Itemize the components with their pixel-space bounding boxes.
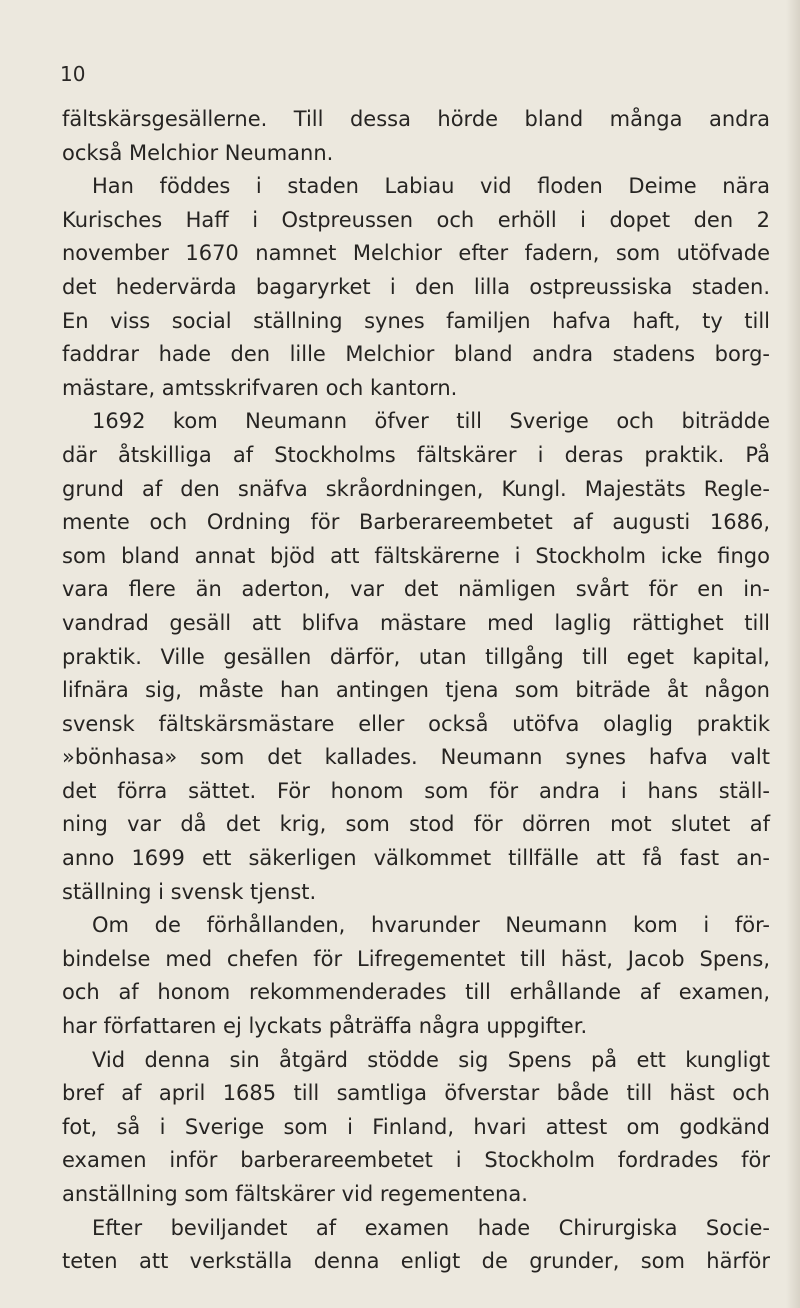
text-line: anno 1699 ett säkerligen välkommet tillfälle att få fast an- xyxy=(62,846,770,871)
text-line: det hedervärda bagaryrket i den lilla ostpreussiska staden. xyxy=(62,274,770,299)
text-line: bindelse med chefen för Lifregementet till häst, Jacob Spens, xyxy=(62,946,770,971)
text-line: ställning i svensk tjenst. xyxy=(62,879,317,904)
text-line: lifnära sig, måste han antingen tjena som biträde åt någon xyxy=(62,678,770,703)
text-line: fot, så i Sverige som i Finland, hvari attest om godkänd xyxy=(62,1114,770,1139)
text-line: Han föddes i staden Labiau vid floden Deime nära xyxy=(92,174,770,199)
text-line: anställning som fältskärer vid regementena. xyxy=(62,1182,528,1206)
text-line: som bland annat bjöd att fältskärerne i Stockholm icke fingo xyxy=(62,543,770,568)
text-line: vara flere än aderton, var det nämligen svårt för en in- xyxy=(62,577,770,602)
text-line: praktik. Ville gesällen därför, utan tillgång till eget kapital, xyxy=(62,644,770,669)
text-line: svensk fältskärsmästare eller också utöfva olaglig praktik xyxy=(62,711,770,736)
text-line: och af honom rekommenderades till erhållande af examen, xyxy=(62,980,770,1005)
text-line: vandrad gesäll att blifva mästare med laglig rättighet till xyxy=(62,610,770,635)
text-line: Efter beviljandet af examen hade Chirurgiska Socie- xyxy=(92,1215,770,1240)
text-line: Om de förhållanden, hvarunder Neumann kom i för- xyxy=(92,913,770,938)
text-line: mästare, amtsskrifvaren och kantorn. xyxy=(62,375,458,400)
text-line: 1692 kom Neumann öfver till Sverige och biträdde xyxy=(92,409,770,434)
text-line: november 1670 namnet Melchior efter fadern, som utöfvade xyxy=(62,241,770,266)
page-number: 10 xyxy=(60,62,86,86)
text-line: också Melchior Neumann. xyxy=(62,140,334,165)
page-edge-shadow xyxy=(786,0,800,1308)
text-line: En viss social ställning synes familjen hafva haft, ty till xyxy=(62,308,770,333)
text-line: bref af april 1685 till samtliga öfverstar både till häst och xyxy=(62,1081,770,1106)
text-line: där åtskilliga af Stockholms fältskärer i deras praktik. På xyxy=(62,442,770,467)
body-text xyxy=(62,103,770,1279)
text-line: faddrar hade den lille Melchior bland andra stadens borg- xyxy=(62,342,770,367)
text-line: Vid denna sin åtgärd stödde sig Spens på ett kungligt xyxy=(92,1047,770,1072)
text-line: examen inför barberareembetet i Stockholm fordrades för xyxy=(62,1148,770,1173)
text-line: fältskärsgesällerne. Till dessa hörde bland många andra xyxy=(62,107,770,131)
text-line: ning var då det krig, som stod för dörren mot slutet af xyxy=(62,812,770,837)
text-line: »bönhasa» som det kallades. Neumann synes hafva valt xyxy=(62,745,770,770)
text-line: grund af den snäfva skråordningen, Kungl. Majestäts Regle- xyxy=(62,476,770,501)
text-line: har författaren ej lyckats påträffa några uppgifter. xyxy=(62,1014,588,1039)
text-line: teten att verkställa denna enligt de grunder, som härför xyxy=(62,1249,770,1274)
text-line: Kurisches Haff i Ostpreussen och erhöll i dopet den 2 xyxy=(62,207,770,232)
text-line: det förra sättet. För honom som för andra i hans ställ- xyxy=(62,778,770,803)
text-line: mente och Ordning för Barberareembetet af augusti 1686, xyxy=(62,510,770,535)
